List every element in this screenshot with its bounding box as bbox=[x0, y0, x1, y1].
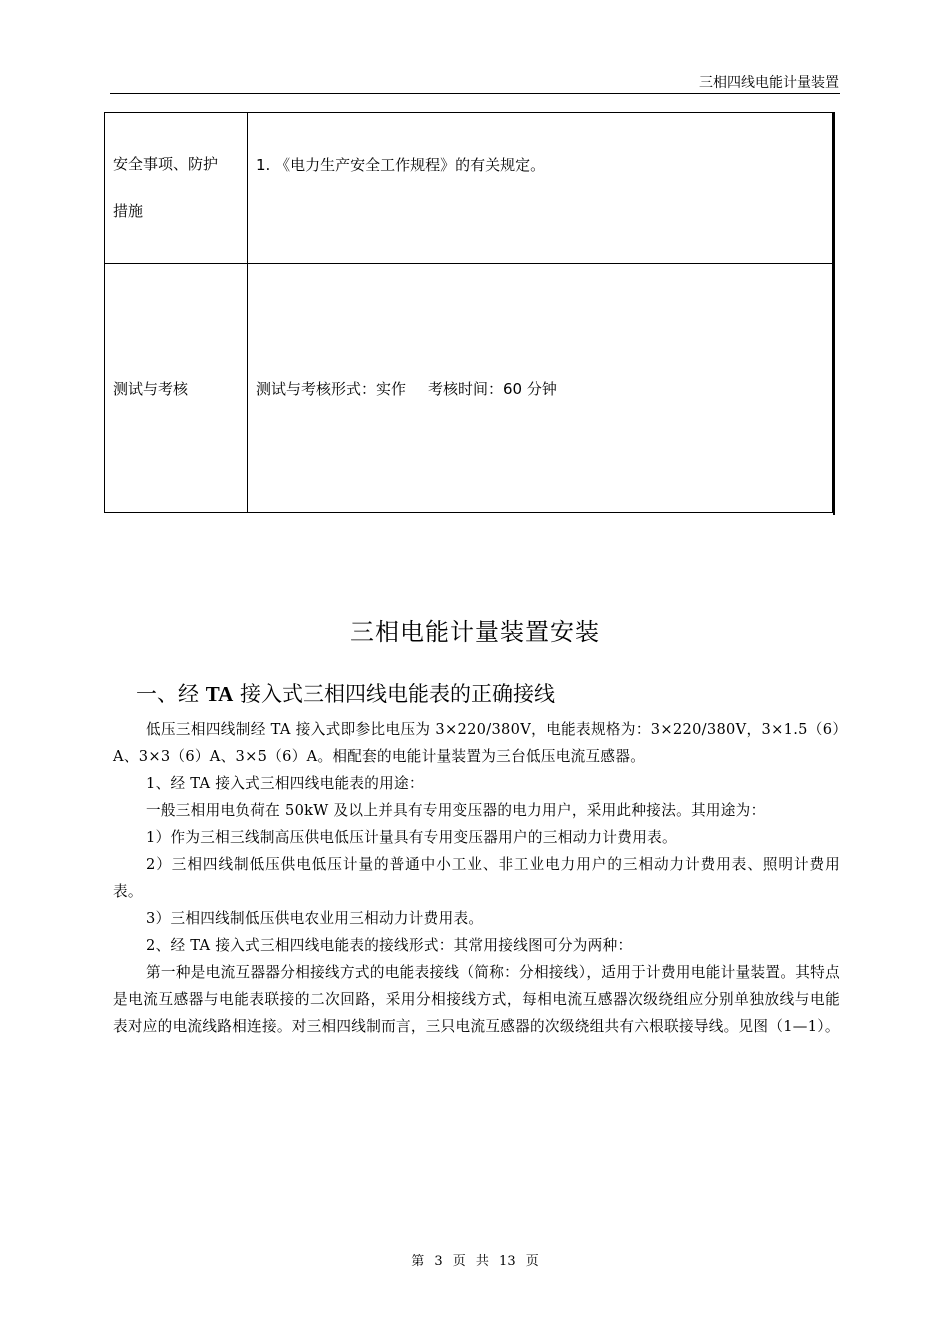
safety-label-cell bbox=[105, 113, 248, 264]
safety-label-line2: 措施 bbox=[113, 202, 144, 220]
document-title: 三相电能计量装置安装 bbox=[350, 618, 600, 646]
paragraph: 第一种是电流互器器分相接线方式的电能表接线（简称：分相接线），适用于计费用电能计量装置。其特点是电流互感器与电能表联接的二次回路，采用分相接线方式，每相电流互感器次级绕组应分别单独放线与电能表对应的电流线路相连接。对三相四线制而言，三只电流互感器的次级绕组共有六根联接导线。见图（1—1）。 bbox=[113, 964, 840, 1035]
paragraph: 2、经 TA 接入式三相四线电能表的接线形式：其常用接线图可分为两种： bbox=[146, 937, 633, 954]
info-table bbox=[104, 112, 833, 513]
assessment-label: 测试与考核 bbox=[113, 379, 189, 398]
header-rule bbox=[110, 93, 840, 94]
safety-content-cell bbox=[248, 113, 833, 264]
safety-label-line1: 安全事项、防护 bbox=[113, 155, 219, 173]
paragraph: 1）作为三相三线制高压供电低压计量具有专用变压器用户的三相动力计费用表。 bbox=[146, 829, 677, 846]
paragraph: 一般三相用电负荷在 50kW 及以上并具有专用变压器的电力用户，采用此种接法。其用途为： bbox=[146, 802, 766, 819]
section-heading bbox=[136, 678, 555, 708]
running-header-title: 三相四线电能计量装置 bbox=[699, 75, 839, 91]
table-row bbox=[105, 264, 833, 513]
paragraph: 1、经 TA 接入式三相四线电能表的用途： bbox=[146, 775, 424, 792]
safety-content: 1. 《电力生产安全工作规程》的有关规定。 bbox=[256, 155, 546, 174]
section-heading-bold: TA bbox=[205, 682, 234, 706]
assessment-form: 测试与考核形式：实作 bbox=[256, 379, 407, 398]
section-heading-suffix: 接入式三相四线电能表的正确接线 bbox=[233, 682, 555, 706]
page-number-footer: 第 3 页 共 13 页 bbox=[411, 1254, 539, 1269]
assessment-time: 考核时间：60 分钟 bbox=[428, 379, 557, 398]
paragraph: 3）三相四线制低压供电农业用三相动力计费用表。 bbox=[146, 910, 484, 927]
paragraph: 低压三相四线制经 TA 接入式即参比电压为 3×220/380V，电能表规格为：3×220/380V，3×1.5（6）A、3×3（6）A、3×5（6）A。相配套的电能计量装置为三台低压电流互感器。 bbox=[113, 721, 840, 765]
paragraph: 2）三相四线制低压供电低压计量的普通中小工业、非工业电力用户的三相动力计费用表、照明计费用表。 bbox=[113, 856, 840, 900]
assessment-content-cell bbox=[248, 264, 833, 513]
section-heading-prefix: 一、经 bbox=[136, 682, 206, 706]
table-right-border bbox=[833, 112, 835, 515]
table-row bbox=[105, 113, 833, 264]
assessment-label-cell bbox=[105, 264, 248, 513]
body-text bbox=[113, 716, 840, 1040]
